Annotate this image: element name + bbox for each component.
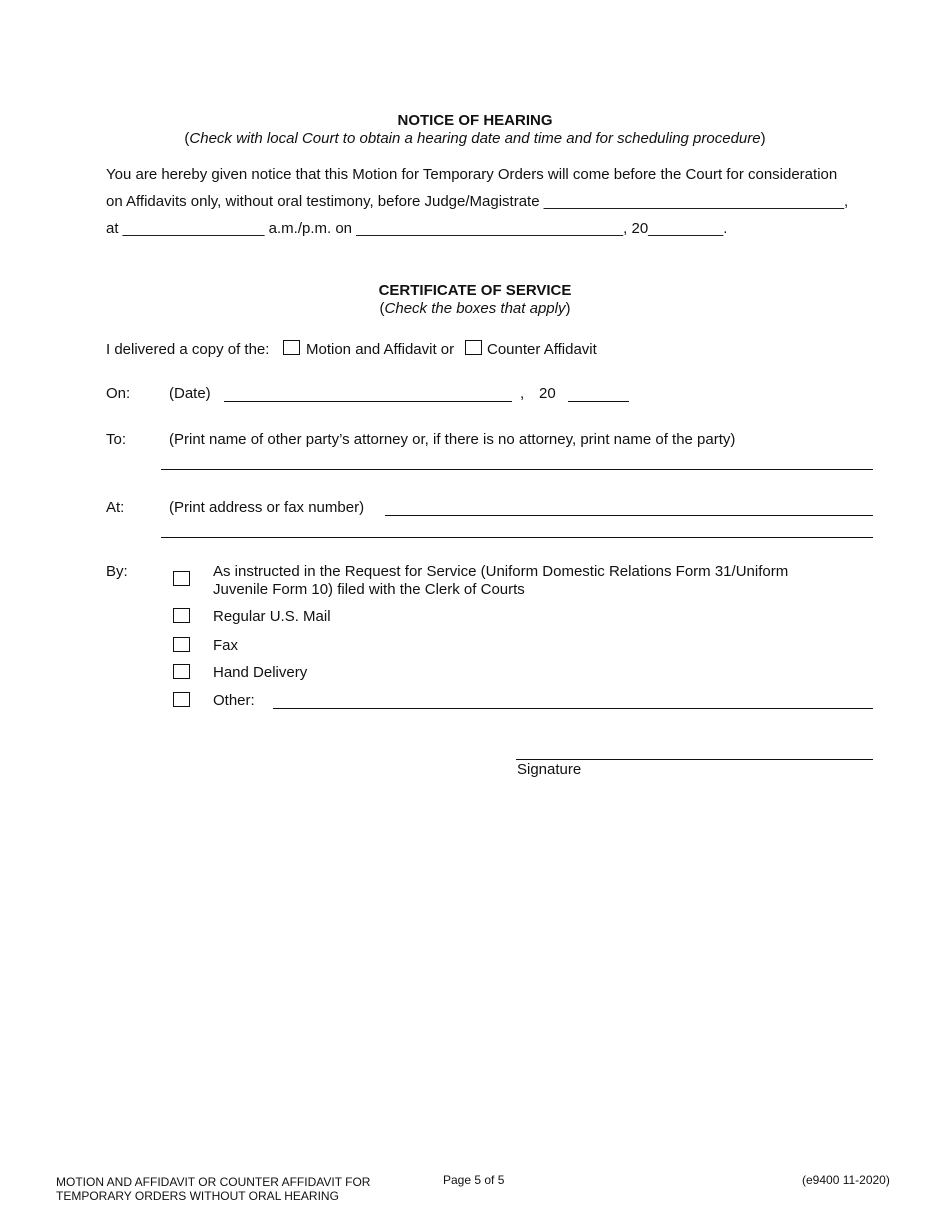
request-for-service-checkbox[interactable] [173, 571, 190, 586]
other-checkbox[interactable] [173, 692, 190, 707]
at-label: At: [106, 499, 125, 516]
notice-line-3: at _________________ a.m./p.m. on ________________________________, 20_________. [106, 220, 728, 237]
notice-subtitle: (Check with local Court to obtain a hearing date and time and for scheduling procedure) [184, 130, 766, 147]
year-prefix: 20 [539, 385, 556, 402]
regular-mail-label: Regular U.S. Mail [213, 608, 331, 625]
other-label: Other: [213, 692, 255, 709]
hand-delivery-checkbox[interactable] [173, 664, 190, 679]
fax-checkbox[interactable] [173, 637, 190, 652]
motion-affidavit-label: Motion and Affidavit or [306, 341, 455, 358]
date-field[interactable] [224, 401, 512, 402]
footer-form-title-line-2: TEMPORARY ORDERS WITHOUT ORAL HEARING [56, 1189, 339, 1203]
request-for-service-line-1: As instructed in the Request for Service (Uniform Domestic Relations Form 31/Uniform [213, 563, 789, 580]
other-method-field[interactable] [273, 708, 873, 709]
year-field[interactable] [568, 401, 629, 402]
address-field[interactable] [385, 515, 873, 516]
certificate-subtitle: (Check the boxes that apply) [379, 300, 571, 317]
footer-form-title [56, 1175, 370, 1203]
footer-form-title-line-1: MOTION AND AFFIDAVIT OR COUNTER AFFIDAVIT FOR [56, 1175, 371, 1189]
signature-field[interactable] [516, 759, 873, 760]
date-comma: , [520, 385, 525, 402]
counter-affidavit-label: Counter Affidavit [487, 341, 597, 358]
on-label: On: [106, 385, 131, 402]
certificate-title: CERTIFICATE OF SERVICE [378, 282, 572, 299]
recipient-name-field[interactable] [161, 469, 873, 470]
notice-title: NOTICE OF HEARING [397, 112, 553, 129]
at-instruction: (Print address or fax number) [169, 499, 365, 516]
footer-page-number: Page 5 of 5 [443, 1173, 505, 1187]
counter-affidavit-checkbox[interactable] [465, 340, 482, 355]
request-for-service-line-2: Juvenile Form 10) filed with the Clerk of Courts [213, 581, 525, 598]
delivered-label: I delivered a copy of the: [106, 341, 270, 358]
hand-delivery-label: Hand Delivery [213, 664, 308, 681]
address-field-line-2[interactable] [161, 537, 873, 538]
signature-label: Signature [517, 761, 582, 778]
notice-line-2: on Affidavits only, without oral testimony, before Judge/Magistrate ____________________________________, [106, 193, 849, 210]
fax-label: Fax [213, 637, 239, 654]
to-label: To: [106, 431, 127, 448]
motion-affidavit-checkbox[interactable] [283, 340, 300, 355]
date-label: (Date) [169, 385, 211, 402]
by-label: By: [106, 563, 128, 580]
regular-mail-checkbox[interactable] [173, 608, 190, 623]
footer-form-code: (e9400 11-2020) [802, 1173, 890, 1187]
to-instruction: (Print name of other party’s attorney or, if there is no attorney, print name of the party) [169, 431, 736, 448]
notice-line-1: You are hereby given notice that this Motion for Temporary Orders will come before the Court for consideration [106, 166, 838, 183]
